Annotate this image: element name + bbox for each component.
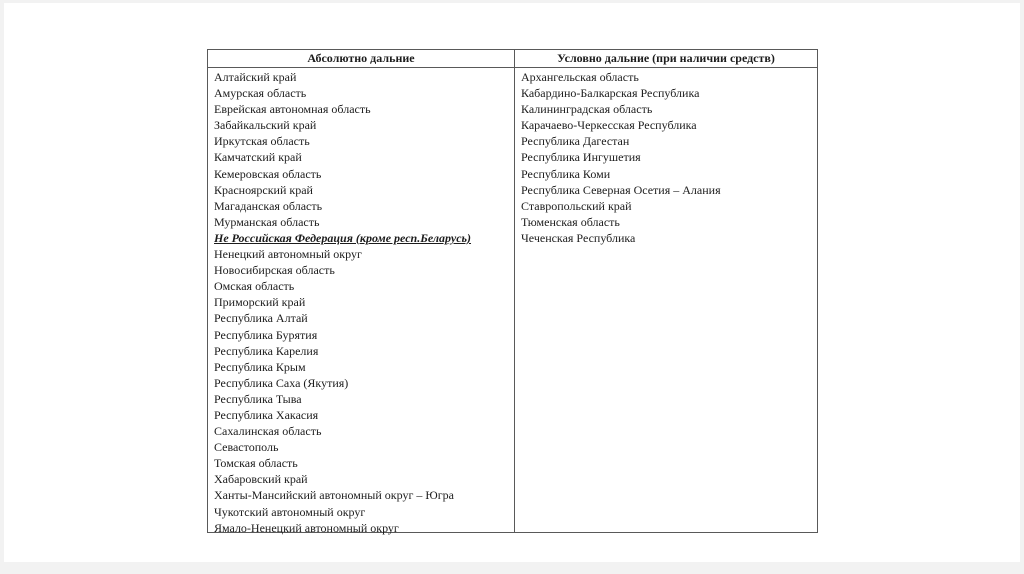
list-item: Магаданская область	[214, 198, 323, 213]
list-item: Республика Бурятия	[214, 327, 318, 342]
list-item: Томская область	[214, 456, 298, 471]
list-item: Чеченская Республика	[521, 230, 636, 245]
list-item: Новосибирская область	[214, 263, 335, 278]
list-item: Республика Алтай	[214, 311, 308, 326]
list-item: Мурманская область	[214, 214, 320, 229]
regions-table	[207, 49, 818, 533]
column-list-conditionally-distant	[514, 68, 817, 532]
slide-canvas	[4, 3, 1020, 562]
list-item: Республика Коми	[521, 166, 611, 181]
list-item: Ставропольский край	[521, 198, 632, 213]
list-item: Иркутская область	[214, 134, 310, 149]
table-body	[208, 68, 817, 535]
table-header-row	[208, 50, 817, 68]
list-item: Еврейская автономная область	[214, 102, 371, 117]
list-item: Ненецкий автономный округ	[214, 247, 362, 262]
list-item: Тюменская область	[521, 214, 620, 229]
list-item: Ямало-Ненецкий автономный округ	[214, 520, 399, 535]
list-item: Карачаево-Черкесская Республика	[521, 118, 697, 133]
list-item: Алтайский край	[214, 70, 297, 84]
column-list-absolutely-distant	[208, 68, 514, 535]
list-item: Калининградская область	[521, 102, 653, 117]
list-item: Республика Ингушетия	[521, 150, 641, 165]
list-item: Сахалинская область	[214, 424, 322, 439]
list-item: Чукотский автономный округ	[214, 504, 366, 519]
list-item: Забайкальский край	[214, 118, 317, 133]
column-header-conditionally-distant: Условно дальние (при наличии средств)	[514, 50, 817, 67]
list-item: Севастополь	[214, 440, 279, 455]
list-item: Республика Дагестан	[521, 134, 630, 149]
list-item: Республика Хакасия	[214, 407, 319, 422]
list-item: Республика Северная Осетия – Алания	[521, 182, 721, 197]
list-item: Республика Тыва	[214, 391, 302, 406]
list-item: Республика Крым	[214, 359, 306, 374]
list-item: Республика Саха (Якутия)	[214, 375, 349, 390]
list-item: Омская область	[214, 279, 295, 294]
list-item: Республика Карелия	[214, 343, 319, 358]
list-item: Камчатский край	[214, 150, 302, 165]
column-header-absolutely-distant: Абсолютно дальние	[307, 51, 415, 65]
list-item: Приморский край	[214, 295, 306, 310]
list-item: Кемеровская область	[214, 166, 322, 181]
list-item: Хабаровский край	[214, 472, 308, 487]
list-item: Амурская область	[214, 86, 307, 101]
list-item: Кабардино-Балкарская Республика	[521, 86, 700, 101]
list-item: Архангельская область	[521, 70, 639, 84]
list-item: Не Российская Федерация (кроме респ.Беларусь)	[214, 230, 472, 245]
list-item: Красноярский край	[214, 182, 313, 197]
list-item: Ханты-Мансийский автономный округ – Югра	[214, 488, 454, 503]
